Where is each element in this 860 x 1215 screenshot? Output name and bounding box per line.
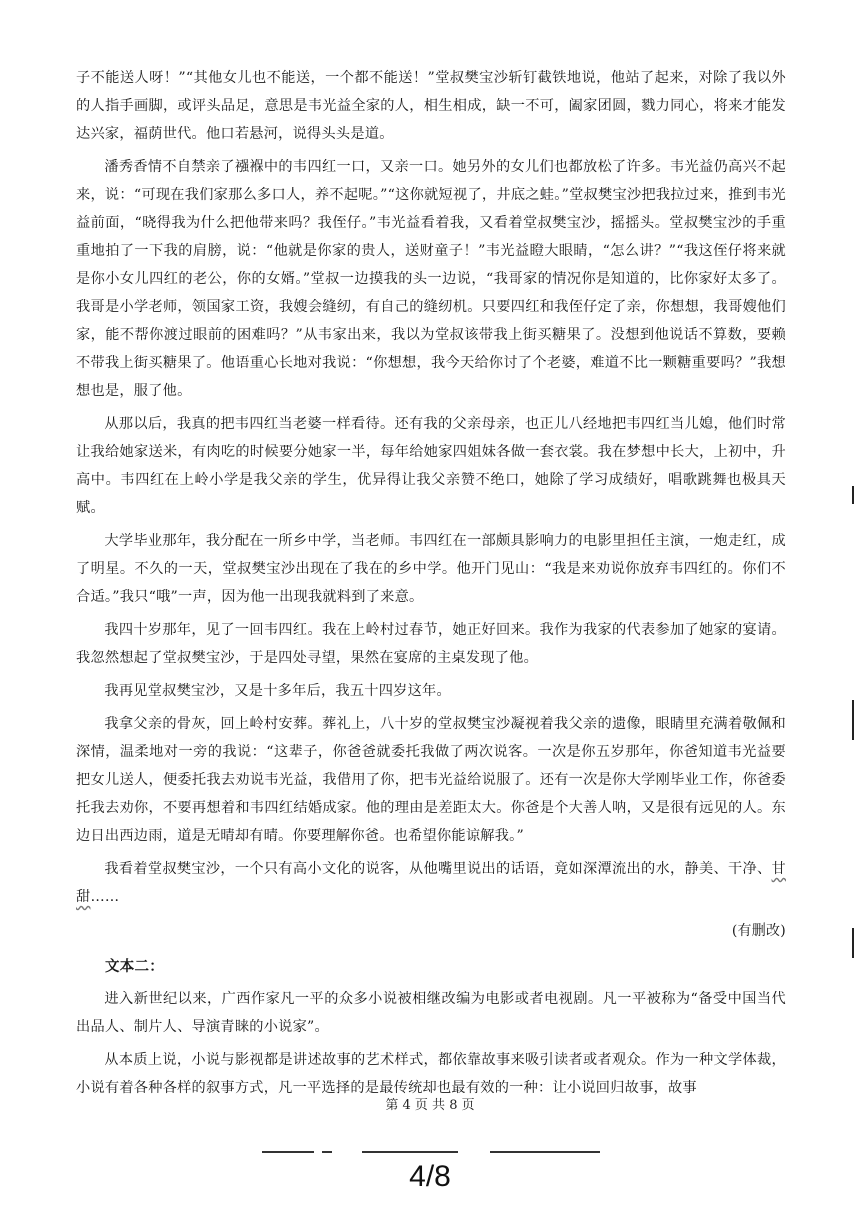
scan-mark xyxy=(362,1151,458,1153)
paragraph-5: 我四十岁那年，见了一回韦四红。我在上岭村过春节，她正好回来。我作为我家的代表参加了她家的宴请。我忽然想起了堂叔樊宝沙，于是四处寻望，果然在宴席的主桌发现了他。 xyxy=(76,622,786,666)
paragraph-2: 潘秀香情不自禁亲了襁褓中的韦四红一口，又亲一口。她另外的女儿们也都放松了许多。韦光益仍高兴不起来，说：“可现在我们家那么多口人，养不起呢。”“这你就短视了，井底之蛙。”堂叔樊宝沙把我拉过来，推到韦光益前面，“晓得我为什么把他带来吗？我侄仔。”韦光益看着我，又看着堂叔樊宝沙，摇摇头。堂叔樊宝沙的手重重地拍了一下我的肩膀，说：“他就是你家的贵人，送财童子！”韦光益瞪大眼睛，“怎么讲？”“我这侄仔将来就是你小女儿四红的老公，你的女婿。”堂叔一边摸我的头一边说，“我哥家的情况你是知道的，比你家好太多了。我哥是小学老师，领国家工资，我嫂会缝纫，有自己的缝纫机。只要四红和我侄仔定了亲，你想想，我哥嫂他们家，能不帮你渡过眼前的困难吗？”从韦家出来，我以为堂叔该带我上街买糖果了。没想到他说话不算数，要赖不带我上街买糖果了。他语重心长地对我说：“你想想，我今天给你讨了个老婆，难道不比一颗糖重要吗？”我想想也是，服了他。 xyxy=(76,159,786,399)
paragraph-4: 大学毕业那年，我分配在一所乡中学，当老师。韦四红在一部颇具影响力的电影里担任主演，一炮走红，成了明星。不久的一天，堂叔樊宝沙出现在了我在的乡中学。他开门见山：“我是来劝说你放弃韦四红的。你们不合适。”我只“哦”一声，因为他一出现我就料到了来意。 xyxy=(76,533,786,605)
paragraph-1: 子不能送人呀！”“其他女儿也不能送，一个都不能送！”堂叔樊宝沙斩钉截铁地说，他站了起来，对除了我以外的人指手画脚，或评头品足，意思是韦光益全家的人，相生相成，缺一不可，阖家团圆，戮力同心，将来才能发达兴家，福荫世代。他口若悬河，说得头头是道。 xyxy=(76,70,786,142)
paragraph-8-tail: …… xyxy=(90,889,120,905)
scan-mark xyxy=(262,1151,314,1153)
section-heading: 文本二： xyxy=(105,958,164,975)
page-indicator: 4/8 xyxy=(409,1160,451,1193)
paragraph-3: 从那以后，我真的把韦四红当老婆一样看待。还有我的父亲母亲，也正儿八经地把韦四红当儿媳，他们时常让我给她家送米，有肉吃的时候要分她家一半，每年给她家四姐妹各做一套衣裳。我在梦想中长大，上初中，升高中。韦四红在上岭小学是我父亲的学生，优异得让我父亲赞不绝口，她除了学习成绩好，唱歌跳舞也极具天赋。 xyxy=(76,416,786,516)
scan-edge-mark xyxy=(852,928,854,958)
page-footer: 第 4 页 共 8 页 xyxy=(385,1098,475,1113)
paragraph-8 xyxy=(76,855,786,911)
section-paragraph-2: 从本质上说，小说与影视都是讲述故事的艺术样式，都依靠故事来吸引读者或者观众。作为一种文学体裁，小说有着各种各样的叙事方式，凡一平选择的是最传统却也最有效的一种：让小说回归故事，故事 xyxy=(76,1052,786,1096)
document-body xyxy=(76,64,786,1107)
paragraph-6: 我再见堂叔樊宝沙，又是十多年后，我五十四岁这年。 xyxy=(104,683,451,699)
paragraph-7: 我拿父亲的骨灰，回上岭村安葬。葬礼上，八十岁的堂叔樊宝沙凝视着我父亲的遗像，眼睛里充满着敬佩和深情，温柔地对一旁的我说：“这辈子，你爸爸就委托我做了两次说客。一次是你五岁那年，你爸知道韦光益要把女儿送人，便委托我去劝说韦光益，我借用了你，把韦光益给说服了。还有一次是你大学刚毕业工作，你爸委托我去劝你，不要再想着和韦四红结婚成家。他的理由是差距太大。你爸是个大善人呐，又是很有远见的人。东边日出西边雨，道是无晴却有晴。你要理解你爸。也希望你能谅解我。” xyxy=(76,716,786,844)
section-paragraph-1: 进入新世纪以来，广西作家凡一平的众多小说被相继改编为电影或者电视剧。凡一平被称为“备受中国当代出品人、制片人、导演青睐的小说家”。 xyxy=(76,991,786,1035)
underlined-word: 甘甜 xyxy=(76,861,786,905)
scan-mark xyxy=(322,1151,332,1153)
edit-note: (有删改) xyxy=(731,923,786,939)
paragraph-8-text: 我看着堂叔樊宝沙，一个只有高小文化的说客，从他嘴里说出的话语，竟如深潭流出的水，静美、干净、 xyxy=(104,861,772,877)
scan-mark xyxy=(490,1151,600,1153)
scan-edge-mark xyxy=(852,486,854,504)
scan-edge-mark xyxy=(852,700,854,740)
